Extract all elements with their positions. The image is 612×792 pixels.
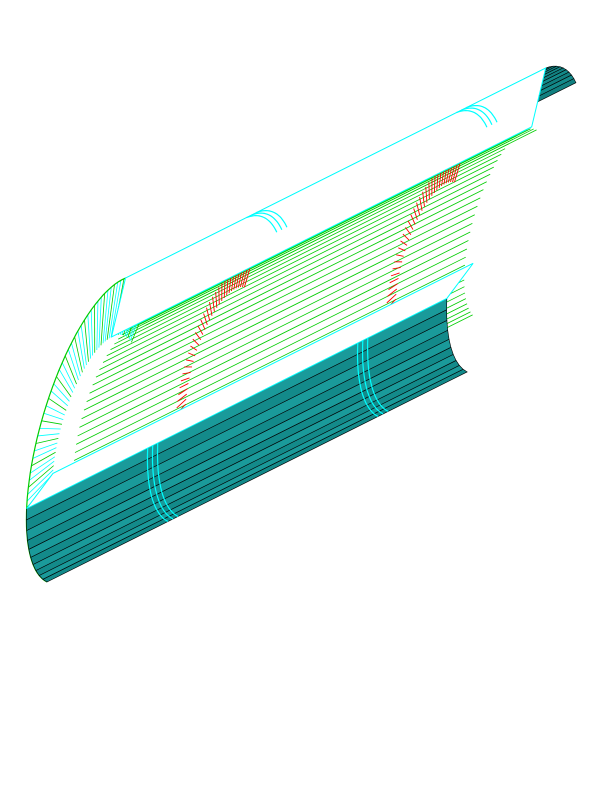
lower-cut-face xyxy=(111,68,545,337)
red-ring-spoke xyxy=(188,353,195,356)
end-ring-spoke xyxy=(40,428,61,429)
red-ring-spoke xyxy=(213,297,215,312)
end-ring-spoke xyxy=(42,421,62,424)
end-ring-spoke xyxy=(51,391,68,406)
end-ring-spoke xyxy=(38,434,60,436)
red-ring-spoke xyxy=(389,284,398,290)
bore-line xyxy=(143,129,534,324)
red-ring-spoke xyxy=(396,255,403,257)
red-ring-spoke xyxy=(398,248,405,251)
red-ring-spoke xyxy=(186,360,193,362)
red-ring-spoke xyxy=(423,192,425,207)
end-ring-spoke xyxy=(75,337,83,372)
red-ring-spoke xyxy=(178,389,187,395)
end-ring-spoke xyxy=(99,297,101,348)
end-ring-spoke xyxy=(36,438,58,443)
end-ring-spoke xyxy=(91,310,92,356)
red-ring-spoke xyxy=(216,292,217,308)
end-ring-spoke xyxy=(34,443,57,451)
end-ring-spoke xyxy=(88,315,91,359)
bore-line xyxy=(146,130,537,325)
upper-shell-strip xyxy=(29,339,451,557)
end-ring-spoke xyxy=(33,448,57,459)
red-ring-spoke xyxy=(426,187,427,203)
end-ring-spoke xyxy=(56,377,71,397)
end-ring-spoke xyxy=(97,301,98,350)
end-ring-spoke xyxy=(54,384,70,402)
end-ring-spoke xyxy=(101,293,105,345)
end-ring-spoke xyxy=(78,331,85,369)
bore-line xyxy=(140,129,531,324)
end-ring-spoke xyxy=(44,413,63,419)
